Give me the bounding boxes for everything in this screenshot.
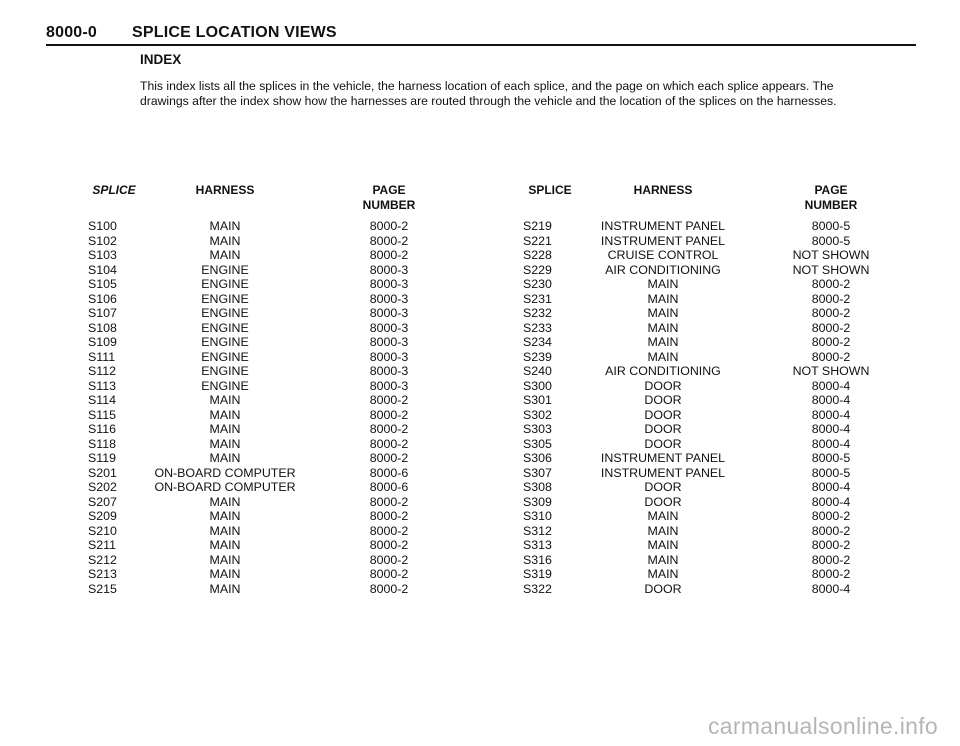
left-splice-cell: S211: [88, 538, 117, 552]
left-splice-cell: S109: [88, 335, 117, 349]
left-page-cell: 8000-3: [369, 364, 409, 378]
right-splice-cell: S316: [523, 552, 552, 567]
left-page-cell: 8000-2: [369, 436, 409, 451]
right-harness-cell: MAIN: [647, 349, 679, 364]
right-harness-cell: DOOR: [644, 480, 682, 494]
left-page-cell: 8000-2: [369, 233, 409, 248]
left-harness-cell: MAIN: [209, 451, 241, 465]
left-splice-cell: S202: [88, 480, 117, 494]
right-harness-cell: DOOR: [644, 422, 682, 436]
left-splice-cell: S100: [88, 219, 117, 233]
left-splice-cell: S116: [88, 422, 117, 436]
table-row: [0, 306, 960, 321]
left-harness-cell: ON-BOARD COMPUTER: [154, 465, 296, 480]
left-page-cell: 8000-3: [369, 335, 409, 349]
right-splice-cell: S302: [523, 407, 552, 422]
right-harness-cell: DOOR: [644, 378, 682, 393]
left-harness-cell: ENGINE: [201, 378, 249, 393]
left-harness-cell: ENGINE: [201, 306, 249, 320]
right-harness-cell: DOOR: [644, 581, 682, 596]
right-page-cell: 8000-2: [811, 523, 851, 538]
right-page-cell: 8000-5: [811, 451, 851, 465]
table-row: [0, 582, 960, 597]
left-page-cell: 8000-6: [369, 465, 409, 480]
right-splice-cell: S322: [523, 581, 552, 596]
right-page-cell: 8000-2: [811, 567, 851, 581]
left-harness-cell: MAIN: [209, 552, 241, 567]
right-page-cell: 8000-4: [811, 494, 851, 509]
left-page-cell: 8000-3: [369, 277, 409, 291]
right-splice-cell: S240: [523, 364, 552, 378]
right-harness-cell: DOOR: [644, 393, 682, 407]
left-harness-heading: HARNESS: [195, 183, 255, 197]
right-page-cell: NOT SHOWN: [792, 364, 870, 378]
right-page-heading: [786, 183, 876, 212]
left-harness-cell: MAIN: [209, 407, 241, 422]
right-page-cell: 8000-2: [811, 538, 851, 552]
left-page-cell: 8000-2: [369, 494, 409, 509]
left-page-heading: [344, 183, 434, 212]
right-harness-cell: MAIN: [647, 567, 679, 581]
left-harness-cell: MAIN: [209, 219, 241, 233]
table-row: [0, 234, 960, 249]
right-splice-cell: S228: [523, 248, 552, 262]
left-page-cell: 8000-2: [369, 509, 409, 523]
left-splice-cell: S112: [88, 364, 117, 378]
right-harness-cell: DOOR: [644, 436, 682, 451]
left-page-cell: 8000-3: [369, 320, 409, 335]
table-row: [0, 451, 960, 466]
right-harness-cell: MAIN: [647, 291, 679, 306]
left-splice-cell: S118: [88, 436, 117, 451]
left-splice-cell: S207: [88, 494, 117, 509]
left-harness-cell: ENGINE: [201, 335, 249, 349]
left-harness-cell: MAIN: [209, 393, 241, 407]
right-page-heading-line1: PAGE: [814, 183, 848, 197]
right-harness-cell: MAIN: [647, 523, 679, 538]
table-row: [0, 437, 960, 452]
right-splice-cell: S233: [523, 320, 552, 335]
left-harness-cell: MAIN: [209, 494, 241, 509]
table-row: [0, 509, 960, 524]
left-harness-cell: MAIN: [209, 581, 241, 596]
left-harness-cell: ENGINE: [201, 277, 249, 291]
table-row: [0, 480, 960, 495]
right-splice-cell: S310: [523, 509, 552, 523]
right-page-cell: 8000-4: [811, 422, 851, 436]
left-harness-cell: ON-BOARD COMPUTER: [154, 480, 296, 494]
right-harness-cell: INSTRUMENT PANEL: [600, 465, 726, 480]
right-page-cell: 8000-2: [811, 335, 851, 349]
table-row: [0, 567, 960, 582]
right-page-heading-line2: NUMBER: [804, 197, 858, 212]
right-splice-cell: S309: [523, 494, 552, 509]
left-page-cell: 8000-3: [369, 291, 409, 306]
right-harness-cell: MAIN: [647, 552, 679, 567]
left-harness-cell: MAIN: [209, 436, 241, 451]
right-page-cell: 8000-2: [811, 509, 851, 523]
right-harness-cell: DOOR: [644, 407, 682, 422]
table-row: [0, 364, 960, 379]
table-row: [0, 466, 960, 481]
right-page-cell: 8000-2: [811, 552, 851, 567]
left-page-cell: 8000-3: [369, 262, 409, 277]
right-harness-cell: MAIN: [647, 306, 679, 320]
left-page-cell: 8000-2: [369, 393, 409, 407]
right-page-cell: 8000-2: [811, 320, 851, 335]
right-page-cell: 8000-4: [811, 378, 851, 393]
right-splice-cell: S230: [523, 277, 552, 291]
left-splice-cell: S107: [88, 306, 117, 320]
left-splice-cell: S111: [88, 349, 116, 364]
table-row: [0, 408, 960, 423]
left-splice-cell: S213: [88, 567, 117, 581]
left-page-cell: 8000-2: [369, 567, 409, 581]
right-page-cell: 8000-2: [811, 291, 851, 306]
right-harness-cell: MAIN: [647, 538, 679, 552]
right-splice-heading: SPLICE: [528, 183, 572, 197]
page-title: SPLICE LOCATION VIEWS: [132, 24, 337, 41]
left-page-cell: 8000-2: [369, 248, 409, 262]
right-splice-cell: S232: [523, 306, 552, 320]
table-row: [0, 263, 960, 278]
right-page-cell: 8000-4: [811, 407, 851, 422]
left-harness-cell: ENGINE: [201, 349, 249, 364]
right-harness-cell: AIR CONDITIONING: [605, 262, 721, 277]
splice-index-table: [0, 219, 960, 596]
left-harness-cell: ENGINE: [201, 320, 249, 335]
left-page-cell: 8000-2: [369, 219, 409, 233]
left-harness-cell: ENGINE: [201, 262, 249, 277]
table-row: [0, 335, 960, 350]
right-splice-cell: S303: [523, 422, 552, 436]
right-harness-cell: DOOR: [644, 494, 682, 509]
right-harness-cell: MAIN: [647, 335, 679, 349]
right-splice-cell: S306: [523, 451, 552, 465]
header-rule: [46, 44, 916, 46]
table-row: [0, 524, 960, 539]
right-page-cell: 8000-4: [811, 480, 851, 494]
right-page-cell: NOT SHOWN: [792, 248, 870, 262]
right-page-cell: 8000-4: [811, 436, 851, 451]
right-harness-cell: MAIN: [647, 509, 679, 523]
left-harness-cell: MAIN: [209, 422, 241, 436]
left-splice-cell: S209: [88, 509, 117, 523]
left-splice-cell: S114: [88, 393, 117, 407]
right-page-cell: 8000-5: [811, 233, 851, 248]
table-row: [0, 219, 960, 234]
left-splice-cell: S215: [88, 581, 117, 596]
left-page-cell: 8000-3: [369, 306, 409, 320]
left-harness-cell: MAIN: [209, 509, 241, 523]
left-splice-cell: S119: [88, 451, 117, 465]
table-row: [0, 248, 960, 263]
left-page-cell: 8000-2: [369, 451, 409, 465]
left-splice-heading: SPLICE: [92, 183, 136, 197]
table-row: [0, 350, 960, 365]
left-splice-cell: S212: [88, 552, 117, 567]
left-splice-cell: S104: [88, 262, 117, 277]
right-page-cell: 8000-5: [811, 465, 851, 480]
right-splice-cell: S229: [523, 262, 552, 277]
section-code: 8000-0: [46, 24, 98, 41]
right-harness-cell: AIR CONDITIONING: [605, 364, 721, 378]
right-splice-cell: S219: [523, 219, 552, 233]
left-splice-cell: S210: [88, 523, 117, 538]
left-splice-cell: S103: [88, 248, 117, 262]
right-splice-cell: S221: [523, 233, 552, 248]
watermark: carmanualsonline.info: [707, 713, 938, 739]
right-splice-cell: S313: [523, 538, 552, 552]
right-harness-cell: INSTRUMENT PANEL: [600, 233, 726, 248]
right-page-cell: 8000-4: [811, 581, 851, 596]
right-harness-cell: MAIN: [647, 277, 679, 291]
table-row: [0, 321, 960, 336]
left-harness-cell: ENGINE: [201, 364, 249, 378]
left-splice-cell: S115: [88, 407, 117, 422]
right-harness-heading: HARNESS: [633, 183, 693, 197]
left-page-cell: 8000-2: [369, 581, 409, 596]
table-row: [0, 422, 960, 437]
left-harness-cell: MAIN: [209, 538, 241, 552]
left-page-cell: 8000-2: [369, 407, 409, 422]
right-page-cell: 8000-4: [811, 393, 851, 407]
left-splice-cell: S201: [88, 465, 117, 480]
right-page-cell: 8000-2: [811, 306, 851, 320]
right-page-cell: NOT SHOWN: [792, 262, 870, 277]
intro-paragraph: This index lists all the splices in the vehicle, the harness location of each splice, and the page on which each splice appears. The drawings after the index show how the harnesses are routed through the vehicle and the location of the splices on the harnesses.: [140, 79, 837, 108]
table-row: [0, 292, 960, 307]
right-harness-cell: INSTRUMENT PANEL: [600, 451, 726, 465]
right-splice-cell: S319: [523, 567, 552, 581]
table-row: [0, 393, 960, 408]
left-harness-cell: MAIN: [209, 523, 241, 538]
left-page-heading-line1: PAGE: [372, 183, 406, 197]
right-page-cell: 8000-2: [811, 277, 851, 291]
right-page-cell: 8000-2: [811, 349, 851, 364]
left-page-cell: 8000-2: [369, 422, 409, 436]
right-splice-cell: S301: [523, 393, 552, 407]
right-splice-cell: S307: [523, 465, 552, 480]
table-row: [0, 538, 960, 553]
right-splice-cell: S308: [523, 480, 552, 494]
left-splice-cell: S105: [88, 277, 117, 291]
right-splice-cell: S234: [523, 335, 552, 349]
right-harness-cell: MAIN: [647, 320, 679, 335]
right-splice-cell: S312: [523, 523, 552, 538]
left-page-cell: 8000-6: [369, 480, 409, 494]
left-splice-cell: S108: [88, 320, 117, 335]
left-harness-cell: MAIN: [209, 567, 241, 581]
left-page-cell: 8000-3: [369, 378, 409, 393]
right-harness-cell: CRUISE CONTROL: [607, 248, 719, 262]
left-harness-cell: MAIN: [209, 248, 241, 262]
left-splice-cell: S113: [88, 378, 117, 393]
table-row: [0, 495, 960, 510]
table-row: [0, 277, 960, 292]
left-page-cell: 8000-3: [369, 349, 409, 364]
left-page-cell: 8000-2: [369, 523, 409, 538]
left-splice-cell: S106: [88, 291, 117, 306]
left-page-cell: 8000-2: [369, 538, 409, 552]
right-page-cell: 8000-5: [811, 219, 851, 233]
left-harness-cell: ENGINE: [201, 291, 249, 306]
table-row: [0, 553, 960, 568]
right-splice-cell: S305: [523, 436, 552, 451]
right-splice-cell: S239: [523, 349, 552, 364]
right-splice-cell: S300: [523, 378, 552, 393]
section-title: INDEX: [140, 52, 182, 67]
right-splice-cell: S231: [523, 291, 552, 306]
right-harness-cell: INSTRUMENT PANEL: [600, 219, 726, 233]
page-header: [46, 22, 916, 48]
left-splice-cell: S102: [88, 233, 117, 248]
left-page-cell: 8000-2: [369, 552, 409, 567]
left-harness-cell: MAIN: [209, 233, 241, 248]
left-page-heading-line2: NUMBER: [362, 197, 416, 212]
table-row: [0, 379, 960, 394]
